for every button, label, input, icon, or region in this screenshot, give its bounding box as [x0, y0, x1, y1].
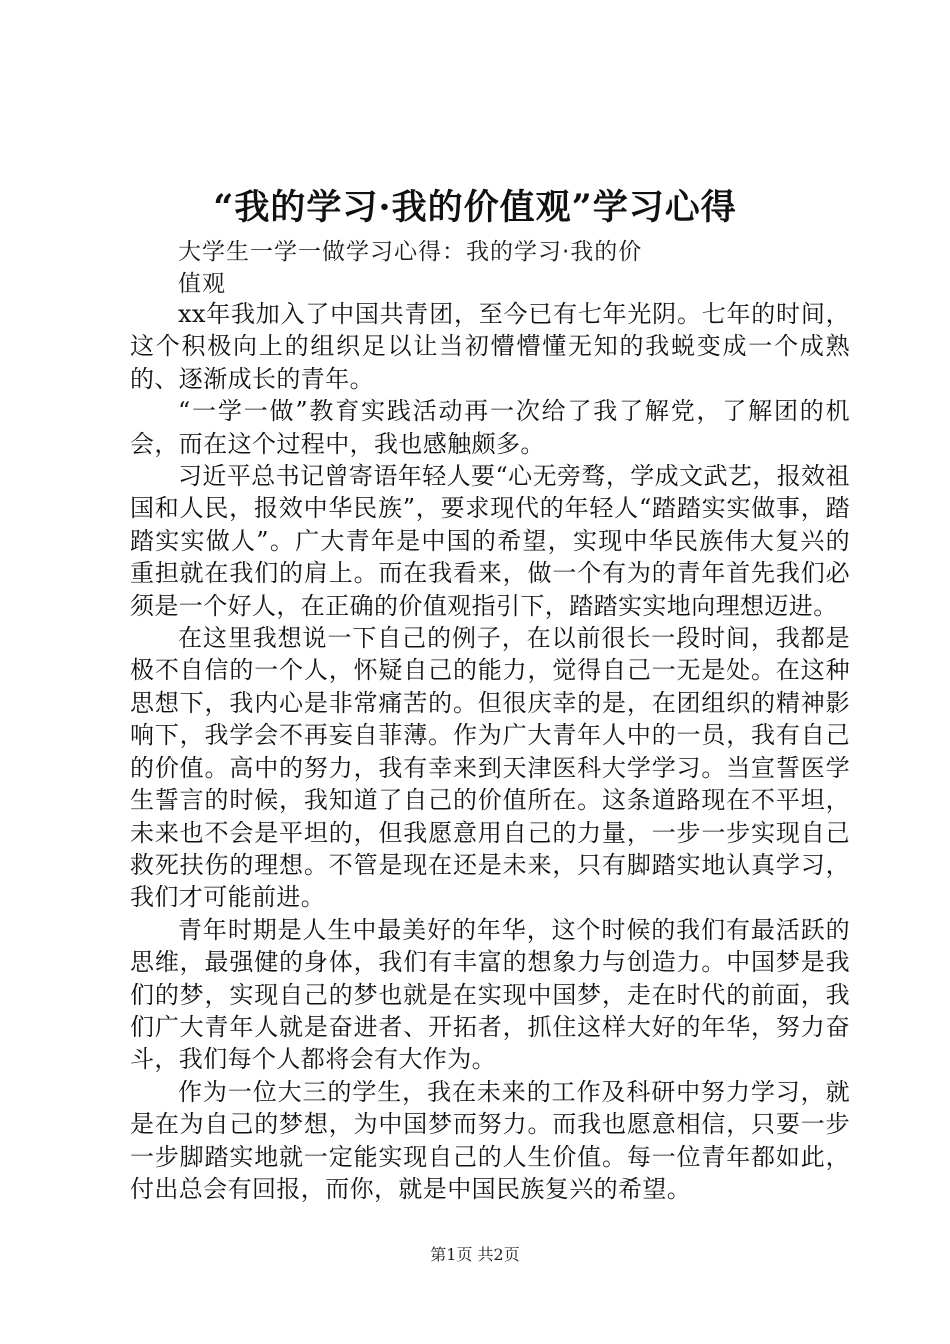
body-paragraph: xx年我加入了中国共青团，至今已有七年光阴。七年的时间，这个积极向上的组织足以让当初懵懵懂无知的我蜕变成一个成熟的、逐渐成长的青年。	[130, 300, 850, 393]
document-subtitle: 大学生一学一做学习心得：我的学习·我的价值观	[178, 239, 643, 297]
body-paragraph: 青年时期是人生中最美好的年华，这个时候的我们有最活跃的思维，最强健的身体，我们有丰富的想象力与创造力。中国梦是我们的梦，实现自己的梦也就是在实现中国梦，走在时代的前面，我们广大青年人就是奋进者、开拓者，抓住这样大好的年华，努力奋斗，我们每个人都将会有大作为。	[130, 915, 850, 1074]
document-title: “我的学习·我的价值观”学习心得	[213, 187, 737, 228]
body-paragraph: 作为一位大三的学生，我在未来的工作及科研中努力学习，就是在为自己的梦想，为中国梦而努力。而我也愿意相信，只要一步一步脚踏实地就一定能实现自己的人生价值。每一位青年都如此，付出总会有回报，而你，就是中国民族复兴的希望。	[130, 1077, 850, 1203]
page-number-footer: 第1页 共2页	[430, 1245, 520, 1264]
body-paragraph: “一学一做”教育实践活动再一次给了我了解党，了解团的机会，而在这个过程中，我也感触颇多。	[130, 397, 850, 458]
body-paragraph: 习近平总书记曾寄语年轻人要“心无旁骛，学成文武艺，报效祖国和人民，报效中华民族”，要求现代的年轻人“踏踏实实做事，踏踏实实做人”。广大青年是中国的希望，实现中华民族伟大复兴的重担就在我们的肩上。而在我看来，做一个有为的青年首先我们必须是一个好人，在正确的价值观指引下，踏踏实实地向理想迈进。	[130, 462, 850, 620]
document-body	[130, 298, 850, 1205]
body-paragraph: 在这里我想说一下自己的例子，在以前很长一段时间，我都是极不自信的一个人，怀疑自己的能力，觉得自己一无是处。在这种思想下，我内心是非常痛苦的。但很庆幸的是，在团组织的精神影响下，我学会不再妄自菲薄。作为广大青年人中的一员，我有自己的价值。高中的努力，我有幸来到天津医科大学学习。当宣誓医学生誓言的时候，我知道了自己的价值所在。这条道路现在不平坦，未来也不会是平坦的，但我愿意用自己的力量，一步一步实现自己救死扶伤的理想。不管是现在还是未来，只有脚踏实地认真学习，我们才可能前进。	[130, 624, 850, 912]
